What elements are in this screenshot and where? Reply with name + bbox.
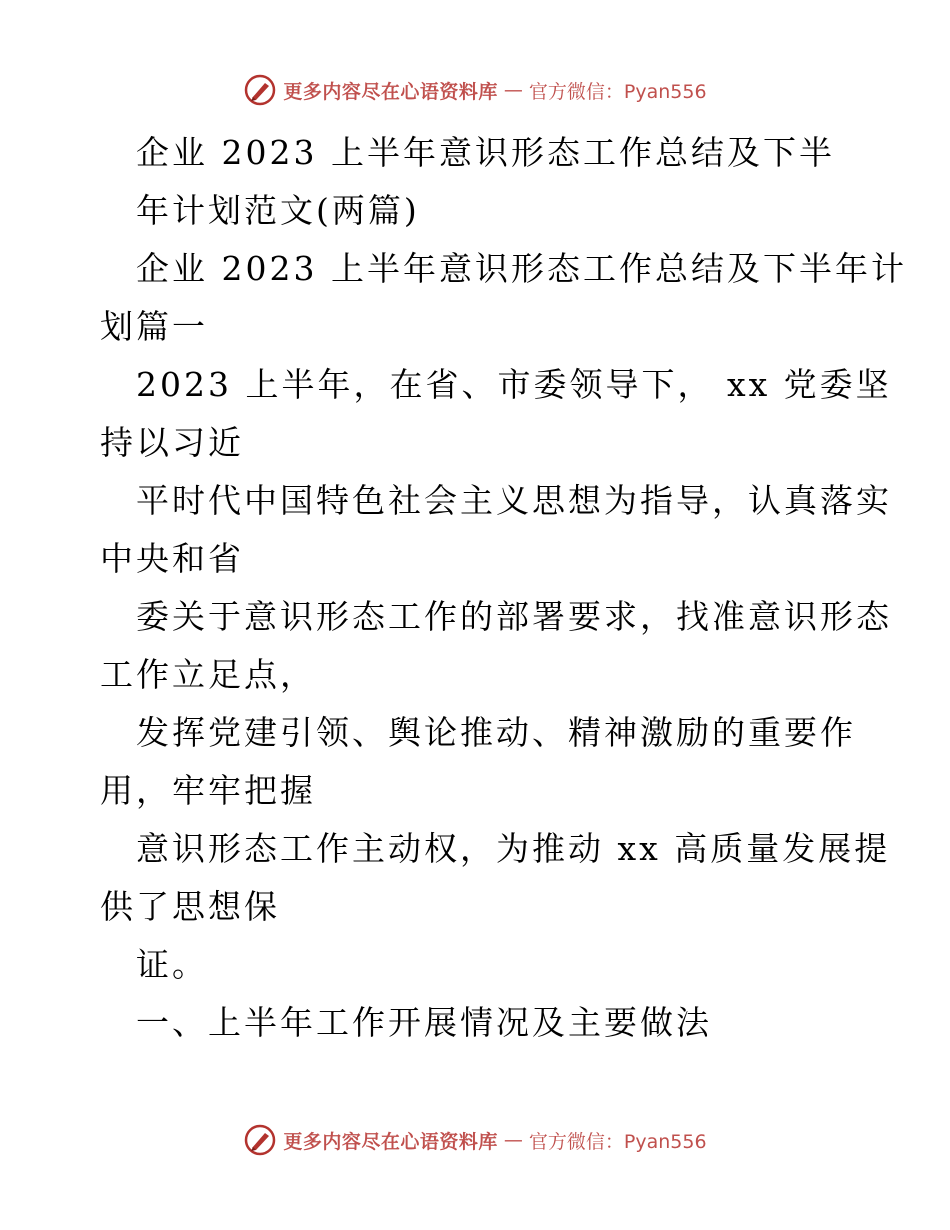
watermark-wechat-text: 官方微信：Pyan556 [528, 1130, 707, 1153]
doc-line: 供了思想保 [100, 887, 280, 926]
doc-line: 工作立足点， [100, 655, 316, 694]
doc-line: 持以习近 [100, 423, 244, 462]
watermark-wechat-text: 官方微信：Pyan556 [528, 80, 707, 103]
doc-line: 发挥党建引领、舆论推动、精神激励的重要作 [136, 713, 856, 752]
doc-line: 证。 [136, 945, 208, 984]
doc-line: 企业 2023 上半年意识形态工作总结及下半 [136, 133, 835, 172]
watermark-site-text: 更多内容尽在心语资料库 [283, 80, 498, 103]
watermark-separator: — [503, 79, 523, 101]
doc-line: 意识形态工作主动权，为推动 xx 高质量发展提 [136, 829, 891, 868]
doc-line: 划篇一 [100, 307, 208, 346]
doc-line: 2023 上半年，在省、市委领导下， xx 党委坚 [136, 365, 892, 404]
doc-line: 中央和省 [100, 539, 244, 578]
doc-line: 委关于意识形态工作的部署要求，找准意识形态 [136, 597, 892, 636]
doc-line: 企业 2023 上半年意识形态工作总结及下半年计 [136, 249, 907, 288]
watermark-separator: — [503, 1129, 523, 1151]
doc-line: 平时代中国特色社会主义思想为指导，认真落实 [136, 481, 892, 520]
watermark-footer [0, 1122, 950, 1158]
doc-line: 年计划范文(两篇) [136, 191, 420, 230]
document-body [100, 124, 907, 1052]
doc-line: 用，牢牢把握 [100, 771, 316, 810]
watermark-site-text: 更多内容尽在心语资料库 [283, 1130, 498, 1153]
pen-logo-icon [243, 1123, 277, 1157]
watermark-header [0, 72, 950, 108]
section-heading: 一、上半年工作开展情况及主要做法 [136, 1003, 712, 1042]
pen-logo-icon [243, 73, 277, 107]
